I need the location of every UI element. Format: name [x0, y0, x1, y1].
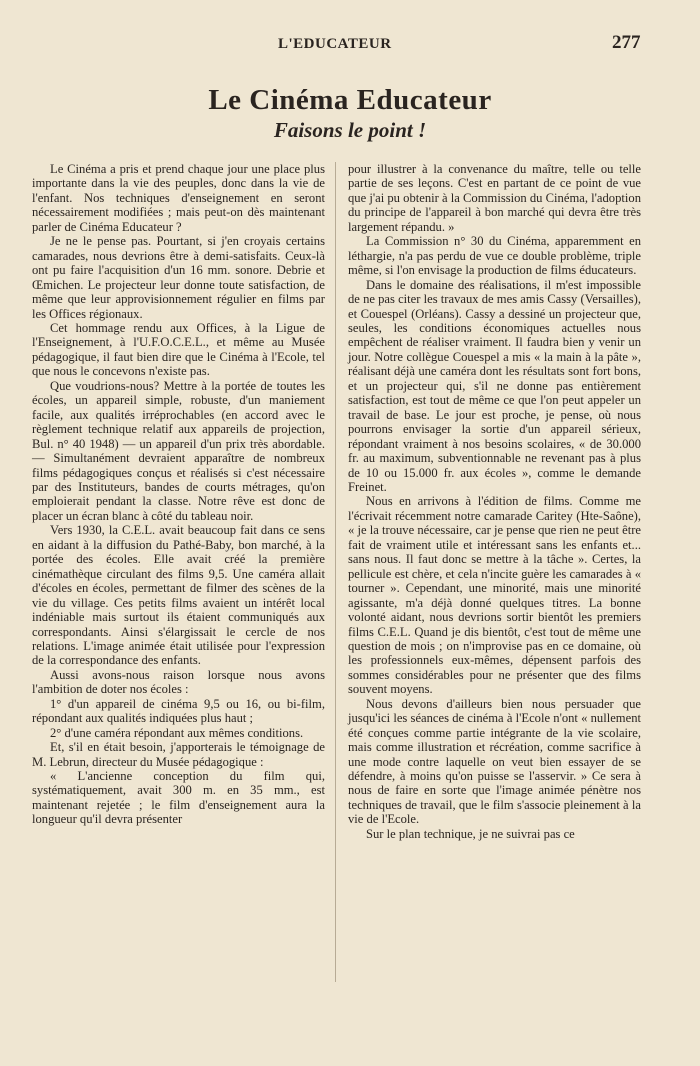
- journal-title: L'EDUCATEUR: [278, 36, 392, 52]
- paragraph: Nous devons d'ailleurs bien nous persuader que jusqu'ici les séances de cinéma à l'Ecole n'ont « nullement été conçues comme partie intégrante de la vie scolaire, mais comme illustration et récréation, comme sacrifice à une mode contre laquelle on veut bien essayer de se défendre, à moins qu'on puisse se l'asservir. » Ce sera à nous de faire en sorte que l'image animée pénètre nos techniques de travail, que le film s'associe pleinement à la vie de l'Ecole.: [348, 696, 641, 827]
- paragraph: Que voudrions-nous? Mettre à la portée de toutes les écoles, un appareil simple, robuste, d'un maniement facile, aux qualités irréprochables (en accord avec le règlement technique relatif aux appareils de projection, Bul. n° 40 1948) — un appareil d'un prix très abordable. — Simultanément devraient apparaître de nombreux films pédagogiques conçus et réalisés si c'est nécessaire par des Instituteurs, bandes de courts métrages, qu'on emploierait pendant la classe. Notre rêve est donc de placer un écran blanc à côté du tableau noir.: [32, 378, 325, 523]
- paragraph: Dans le domaine des réalisations, il m'est impossible de ne pas citer les travaux de mes amis Cassy (Versailles), et Couespel (Orléans). Cassy a dessiné un projecteur que, seules, les conditions économiques actuelles nous empêchent de réaliser vraiment. Il faudra bien y venir un jour. Notre collègue Couespel a mis « la main à la pâte », réalisant déjà une caméra dont les résultats sont fort bons, et un projecteur qui, s'il ne donne pas entièrement satisfaction, est tout de même ce que l'on peut appeler un travail de base. Le jour est proche, je pense, où nous pourrons envisager la sortie d'un appareil sérieux, répondant vraiment à nos besoins scolaires, « de 30.000 fr. au maximum, subventionnable ne revenant pas à plus de 10 ou 15.000 fr. aux écoles », comme le demande Freinet.: [348, 277, 641, 494]
- paragraph: Sur le plan technique, je ne suivrai pas ce: [366, 826, 575, 841]
- paragraph: Je ne le pense pas. Pourtant, si j'en croyais certains camarades, nous devrions être à demi-satisfaits. Ceux-là ont pu faire l'acquisition d'un 16 mm. sonore. Debrie et Œmichen. Le projecteur leur donne toute satisfaction, de même que leur approvisionnement régulier en films par les Offices régionaux.: [32, 234, 325, 321]
- paragraph: pour illustrer à la convenance du maître, telle ou telle partie de ses leçons. C'est en partant de ce point de vue que j'ai pu obtenir à la Commission du Cinéma, l'adoption du principe de l'appareil à bon marché qui devra être très largement répandu. »: [348, 162, 641, 234]
- paragraph: 2° d'une caméra répondant aux mêmes conditions.: [50, 725, 304, 740]
- column-divider: [335, 162, 336, 982]
- page-number: 277: [612, 32, 641, 53]
- paragraph: Nous en arrivons à l'édition de films. Comme me l'écrivait récemment notre camarade Caritey (Hte-Saône), « je la trouve nécessaire, car je pense que rien ne peut être fait de vraiment utile et intéressant sans les enfants et... sans nous. Il faut donc se mettre à la tâche ». Certes, la pellicule est chère, et cela n'incite guère les camarades à « tourner ». Cependant, une minorité, mais une minorité agissante, m'a déjà donné quelques titres. La bonne volonté aidant, nous devrions sortir bientôt les premiers films C.E.L. Quand je dis bientôt, c'est tout de même une question de mois ; on n'improvise pas en ce domaine, où les professionnels eux-mêmes, dépensent parfois des sommes considérables pour ne présenter que des films souvent moyens.: [348, 494, 641, 697]
- right-column: [348, 162, 641, 841]
- paragraph: La Commission n° 30 du Cinéma, apparemment en léthargie, n'a pas perdu de vue ce double problème, triple même, si l'on envisage la production de films éducateurs.: [348, 234, 641, 278]
- paragraph: 1° d'un appareil de cinéma 9,5 ou 16, ou bi-film, répondant aux qualités indiquées plus haut ;: [32, 696, 325, 726]
- left-column: [32, 162, 325, 827]
- paragraph: « L'ancienne conception du film qui, systématiquement, avait 300 m. en 35 mm., est maintenant rejetée ; le film d'enseignement aura la longueur qu'il devra présenter: [32, 769, 325, 827]
- paragraph: Aussi avons-nous raison lorsque nous avons l'ambition de doter nos écoles :: [32, 667, 325, 697]
- article-title: Le Cinéma Educateur: [208, 84, 492, 116]
- paragraph: Vers 1930, la C.E.L. avait beaucoup fait dans ce sens en aidant à la diffusion du Pathé-Baby, bon marché, à la portée des écoles. Elle avait créé la première cinémathèque circulant des films 9,5. Une caméra allait d'écoles en écoles, permettant de filmer des scènes de la vie du village. Ces petits films avaient un intérêt local indéniable mais surtout ils étaient communiqués aux correspondants. Ainsi s'élargissait le cercle de nos relations. L'image animée était utilisée pour l'expression de la correspondance des enfants.: [32, 523, 325, 668]
- paragraph: Le Cinéma a pris et prend chaque jour une place plus importante dans la vie des peuples, donc dans la vie de l'enfant. Nos techniques d'enseignement en seront nécessairement modifiées ; mais peut-on dès maintenant parler de Cinéma Educateur ?: [32, 162, 325, 234]
- paragraph: Cet hommage rendu aux Offices, à la Ligue de l'Enseignement, à l'U.F.O.C.E.L., et même au Musée pédagogique, il faut bien dire que le Cinéma à l'Ecole, tel que nous le concevons n'existe pas.: [32, 320, 325, 379]
- article-subtitle: Faisons le point !: [273, 118, 427, 142]
- page-header: [0, 32, 700, 60]
- paragraph: Et, s'il en était besoin, j'apporterais le témoignage de M. Lebrun, directeur du Musée pédagogique :: [32, 740, 325, 769]
